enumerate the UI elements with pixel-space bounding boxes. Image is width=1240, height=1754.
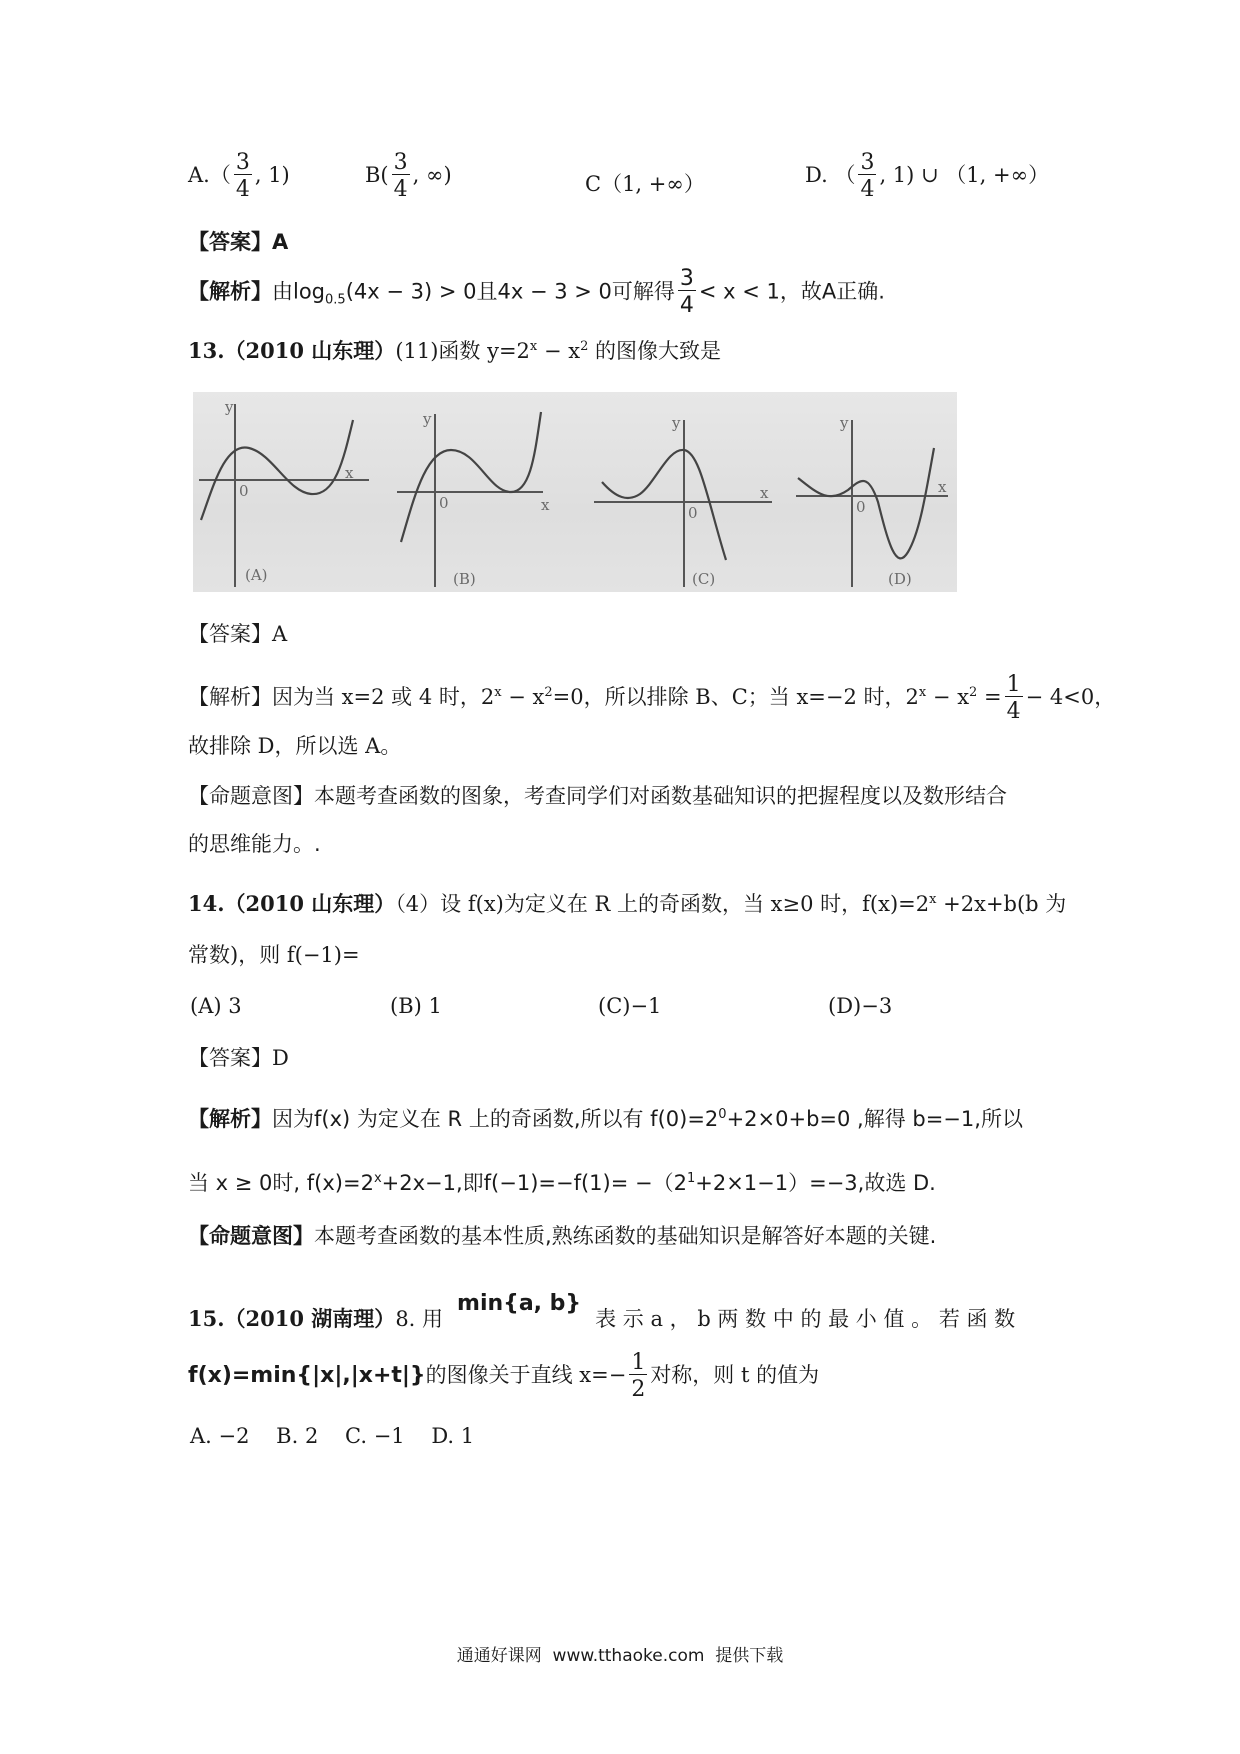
graph-a	[193, 392, 383, 592]
graph-b-y-label: y	[423, 410, 432, 428]
function-formula-image: f(x)=min{|x|,|x+t|}	[188, 1363, 426, 1388]
q12-option-b: B( $\frac{3}{4}$ , ∞)	[365, 150, 452, 202]
q12-option-a: A.（ $\frac{3}{4}$ , 1)	[188, 150, 290, 202]
graph-c-origin: 0	[688, 504, 698, 522]
q14-analysis-line2: 当 x ≥ 0时, $f(x)=2^x+2x-1$,即$f(-1)=-f(1)= -(2^1+2\times 1-1)=-3$,故选 D.	[188, 1171, 936, 1195]
graph-d-origin: 0	[856, 498, 866, 516]
graph-c-x-label: x	[760, 484, 769, 502]
q15-stem-line1: 15.（2010 湖南理）8. 用min{a, b}表 示 a ， b 两 数 中 的 最 小 值 。 若 函 数	[188, 1291, 1016, 1331]
graph-b-origin: 0	[439, 494, 449, 512]
q13-analysis-line2: 故排除 D，所以选 A。	[188, 734, 402, 758]
q14-option-c: (C)−1	[598, 994, 662, 1018]
q12-option-c: C（1, +∞）	[585, 172, 705, 196]
graph-c	[588, 392, 778, 592]
q12-answer: 【答案】A	[188, 230, 289, 254]
graph-d	[788, 392, 957, 592]
graph-b	[393, 392, 573, 592]
q14-stem-line1: 14.（2010 山东理）（4）设 f(x)为定义在 R 上的奇函数，当 x≥0 时，$f(x)=2^x +2x+b(b$ 为	[188, 891, 1067, 916]
graph-b-label: (B)	[453, 570, 476, 588]
q13-analysis-line1: 【解析】因为当 x=2 或 4 时，$2^x - x^2=0$，所以排除 B、C；当 x=−2 时，$2^x - x^2$ = $\frac{1}{4}$ − 4<0，	[188, 672, 1116, 724]
q14-option-b: (B) 1	[390, 994, 442, 1018]
q15-stem-line2: f(x)=min{|x|,|x+t|}的图像关于直线 x=− $\frac{1}{2}$ 对称，则 t 的值为	[188, 1350, 820, 1402]
graph-a-label: (A)	[245, 566, 268, 584]
graph-a-y-label: y	[225, 398, 234, 416]
q14-stem-line2: 常数)，则 f(−1)=	[188, 943, 360, 967]
min-formula-image: min{a, b}	[457, 1291, 582, 1316]
graph-d-y-label: y	[840, 414, 849, 432]
page-footer: 通通好课网 www.tthaoke.com 提供下载	[456, 1646, 784, 1666]
q13-intent-line2: 的思维能力。.	[188, 832, 321, 856]
q14-intent: 【命题意图】本题考查函数的基本性质,熟练函数的基础知识是解答好本题的关键.	[188, 1224, 937, 1248]
q12-option-d: D. （ $\frac{3}{4}$ , 1) ∪ （1, +∞）	[805, 150, 1050, 202]
graph-d-label: (D)	[888, 570, 912, 588]
q12-analysis: 【解析】由$\log_{0.5}(4x - 3) > 0$且4x − 3 > 0可解得 $\frac{3}{4}$ < x < 1，故A正确.	[188, 266, 885, 318]
q14-answer: 【答案】D	[188, 1046, 289, 1070]
graph-options-image	[193, 392, 957, 592]
graph-c-label: (C)	[692, 570, 716, 588]
q14-option-a: (A) 3	[190, 994, 242, 1018]
q13-intent-line1: 【命题意图】本题考查函数的图象，考查同学们对函数基础知识的把握程度以及数形结合	[188, 784, 1007, 808]
q14-option-d: (D)−3	[828, 994, 893, 1018]
q14-analysis-line1: 【解析】因为f(x) 为定义在 R 上的奇函数,所以有 $f(0)=2^0+2\times 0+b=0$ ,解得 b=−1,所以	[188, 1107, 1023, 1131]
q15-options: A. −2 B. 2 C. −1 D. 1	[190, 1424, 475, 1448]
graph-d-x-label: x	[938, 478, 947, 496]
graph-a-origin: 0	[239, 482, 249, 500]
graph-a-x-label: x	[345, 464, 354, 482]
graph-b-x-label: x	[541, 496, 550, 514]
q13-stem: 13.（2010 山东理）(11)函数 $y=2^x - x^2$ 的图像大致是	[188, 338, 722, 363]
q13-answer: 【答案】A	[188, 622, 288, 646]
graph-c-y-label: y	[672, 414, 681, 432]
